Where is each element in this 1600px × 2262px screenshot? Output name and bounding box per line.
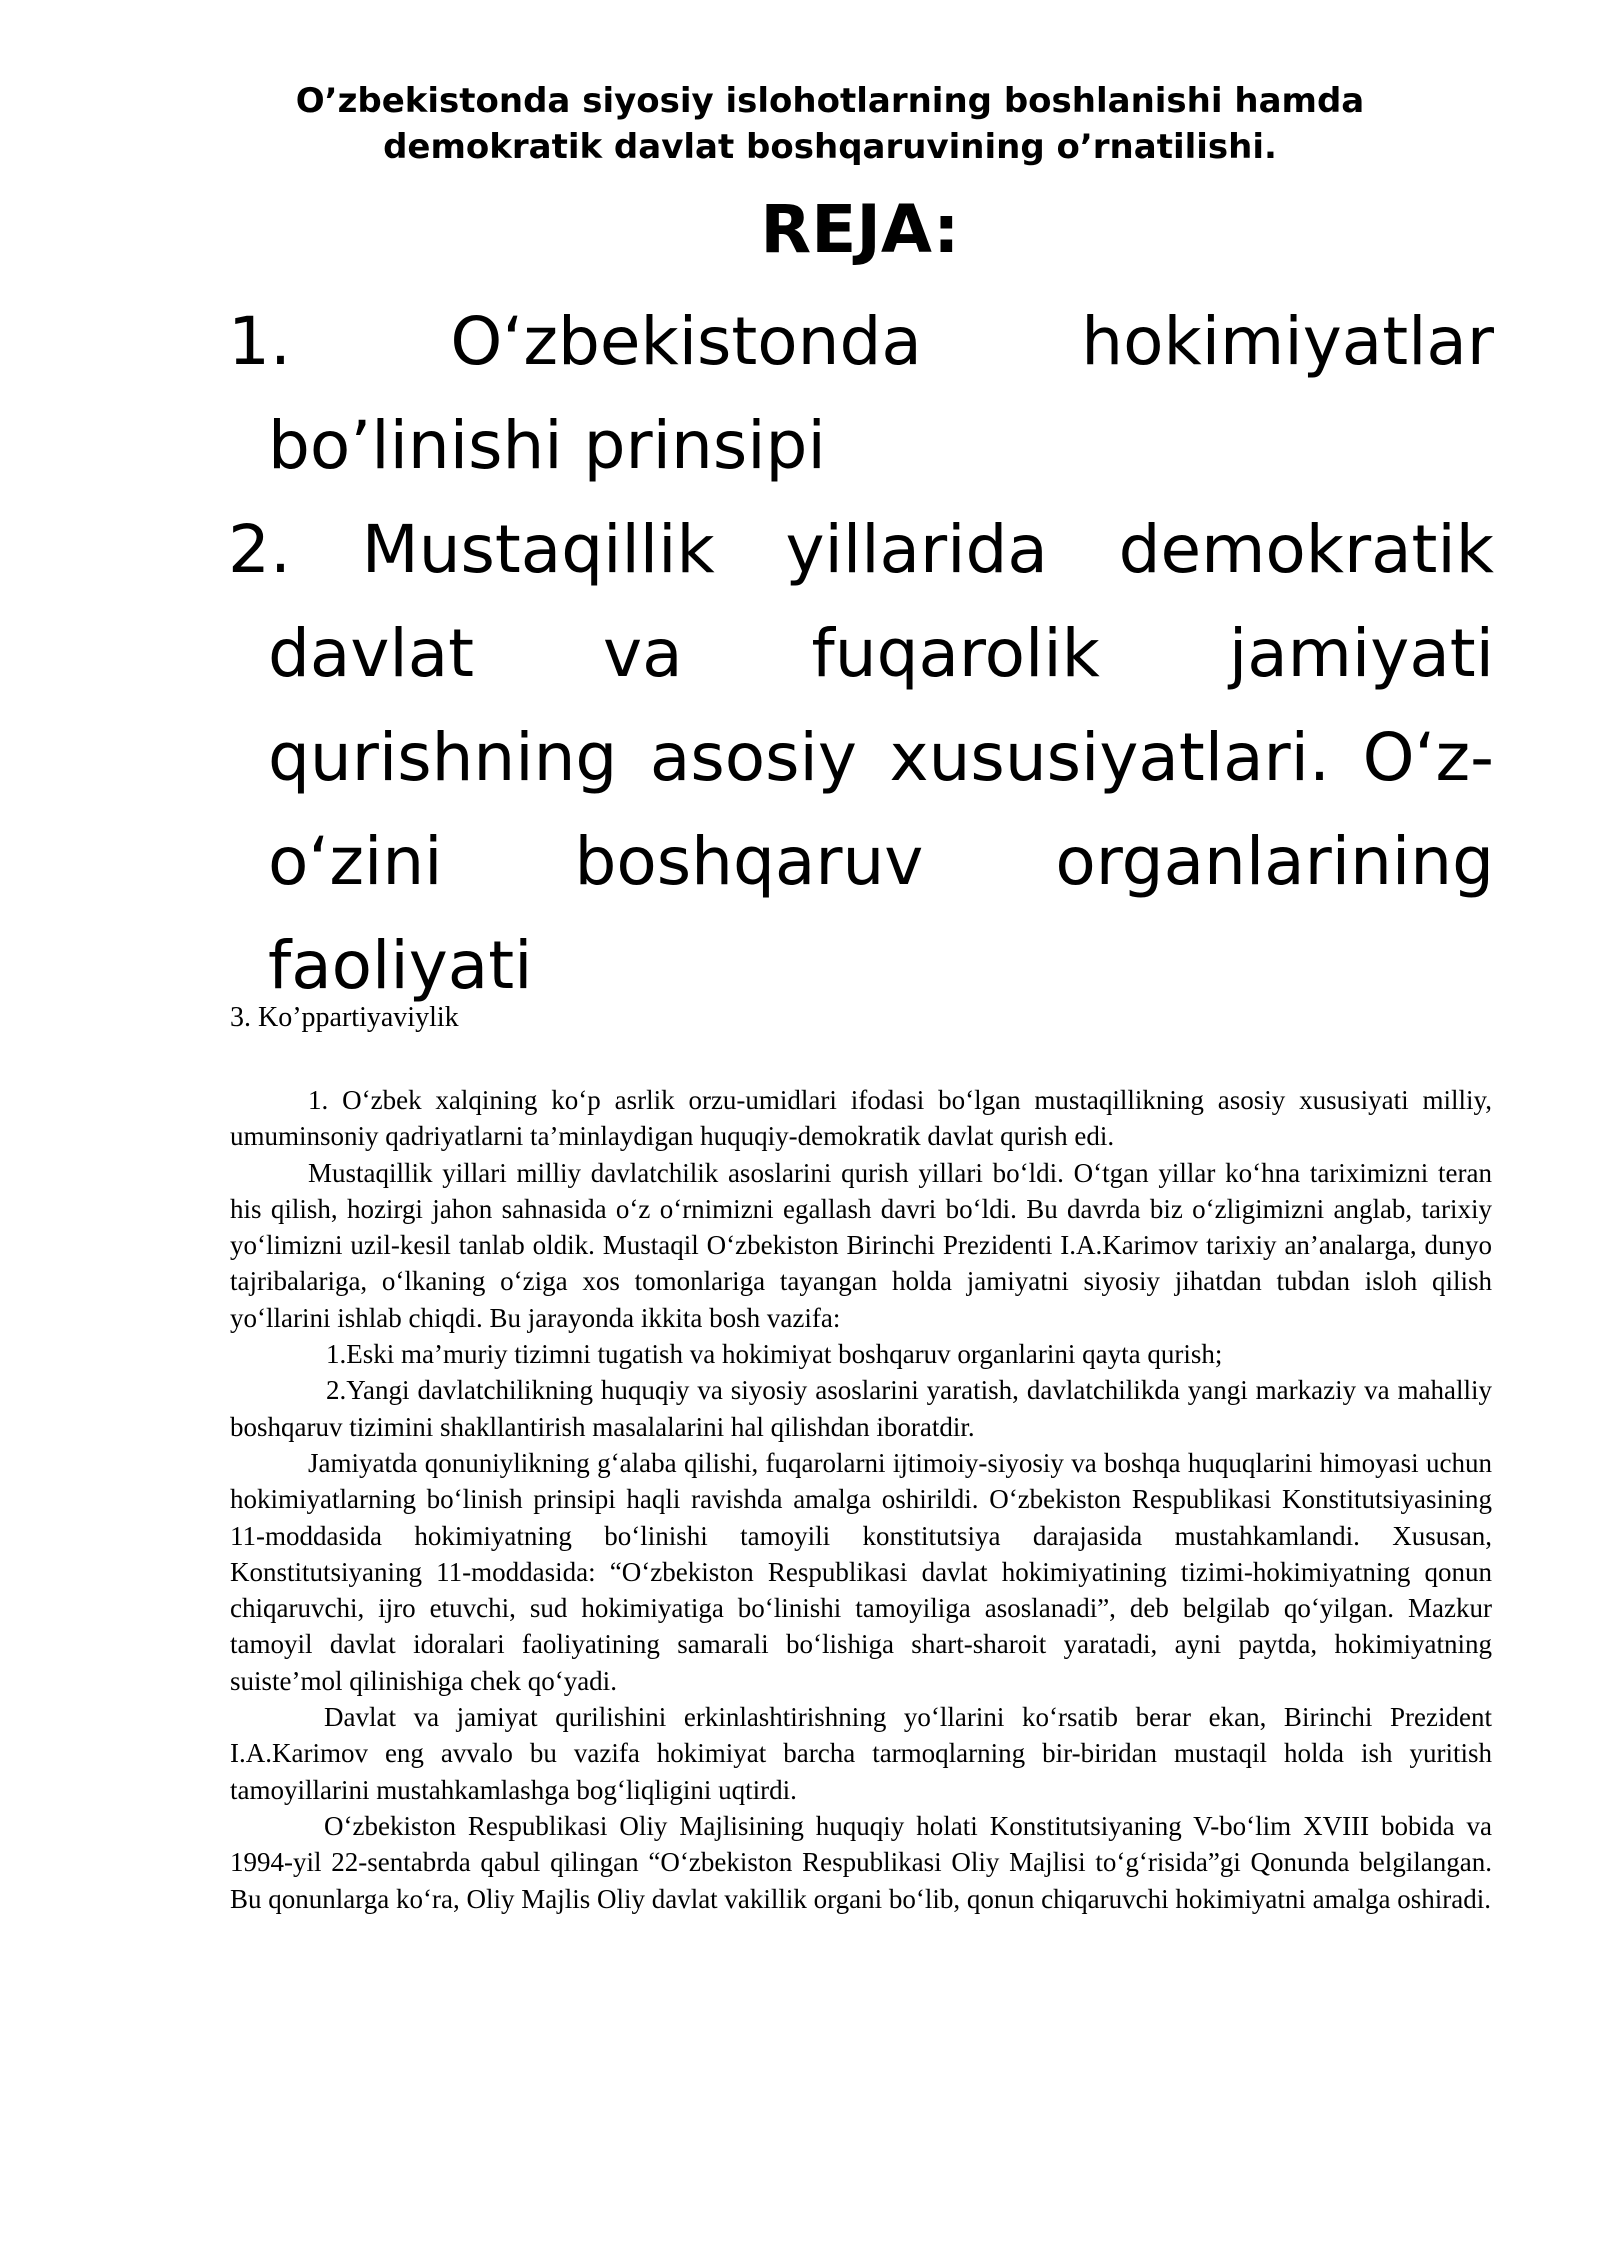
document-body [230, 1082, 1492, 1917]
paragraph: 1.Eski ma’muriy tizimni tugatish va hokimiyat boshqaruv organlarini qayta qurish; [326, 1339, 1223, 1370]
paragraph: 1. O‘zbek xalqining ko‘p asrlik orzu-umidlari ifodasi bo‘lgan mustaqillikning asosiy xususiyati milliy, umuminsoniy qadriyatlarni ta’minlaydigan huquqiy-demokratik davlat qurish edi. [230, 1085, 1492, 1152]
document-title: O’zbekistonda siyosiy islohotlarning boshlanishi hamda demokratik davlat boshqaruvining o’rnatilishi. [295, 81, 1365, 167]
paragraph: Jamiyatda qonuniylikning g‘alaba qilishi, fuqarolarni ijtimoiy-siyosiy va boshqa huquqlarini himoyasi uchun hokimiyatlarning bo‘linish prinsipi haqli ravishda amalga oshirildi. O‘zbekiston Respublikasi Konstitutsiyasining 11-moddasida hokimiyatning bo‘linishi tamoyili konstitutsiya darajasida mustahkamlandi. Xususan, Konstitutsiyaning 11-moddasida: “O‘zbekiston Respublikasi davlat hokimiyatining tizimi-hokimiyatning qonun chiqaruvchi, ijro etuvchi, sud hokimiyatiga bo‘linishi tamoyiliga asoslanadi”, deb belgilab qo‘yilgan. Mazkur tamoyil davlat idoralari faoliyatining samarali bo‘lishiga shart-sharoit yaratadi, ayni paytda, hokimiyatning suiste’mol qilinishiga chek qo‘yadi. [230, 1447, 1492, 1696]
plan-list [228, 290, 1494, 1018]
plan-heading: REJA: [760, 191, 960, 268]
paragraph: O‘zbekiston Respublikasi Oliy Majlisining huquqiy holati Konstitutsiyaning V-bo‘lim XVIII bobida va 1994-yil 22-sentabrda qabul qilingan “O‘zbekiston Respublikasi Oliy Majlisi to‘g‘risida”gi Qonunda belgilangan. Bu qonunlarga ko‘ra, Oliy Majlis Oliy davlat vakillik organi bo‘lib, qonun chiqaruvchi hokimiyatni amalga oshiradi. [230, 1810, 1492, 1914]
plan-item-1: 1. O‘zbekistonda hokimiyatlar bo’linishi prinsipi [228, 303, 1494, 484]
paragraph: 2.Yangi davlatchilikning huquqiy va siyosiy asoslarini yaratish, davlatchilikda yangi markaziy va mahalliy boshqaruv tizimini shakllantirish masalalarini hal qilishdan iboratdir. [230, 1375, 1492, 1442]
paragraph: Mustaqillik yillari milliy davlatchilik asoslarini qurish yillari bo‘ldi. O‘tgan yillar ko‘hna tariximizni teran his qilish, hozirgi jahon sahnasida o‘z o‘rnimizni egallash davri bo‘ldi. Bu davrda biz o‘zligimizni anglab, tarixiy yo‘limizni uzil-kesil tanlab oldik. Mustaqil O‘zbekiston Birinchi Prezidenti I.A.Karimov tarixiy an’analarga, dunyo tajribalariga, o‘lkaning o‘ziga xos tomonlariga tayangan holda jamiyatni siyosiy jihatdan tubdan isloh qilish yo‘llarini ishlab chiqdi. Bu jarayonda ikkita bosh vazifa: [230, 1157, 1492, 1333]
paragraph: Davlat va jamiyat qurilishini erkinlashtirishning yo‘llarini ko‘rsatib berar ekan, Birinchi Prezident I.A.Karimov eng avvalo bu vazifa hokimiyat barcha tarmoqlarning bir-biridan mustaqil holda ish yuritish tamoyillarini mustahkamlashga bog‘liqligini uqtirdi. [230, 1702, 1492, 1805]
plan-item-2: 2. Mustaqillik yillarida demokratik davlat va fuqarolik jamiyati qurishning asosiy xususiyatlari. O‘z-o‘zini boshqaruv organlarining faoliyati [228, 511, 1494, 1004]
plan-item-3: 3. Ko’ppartiyaviylik [230, 1002, 459, 1033]
